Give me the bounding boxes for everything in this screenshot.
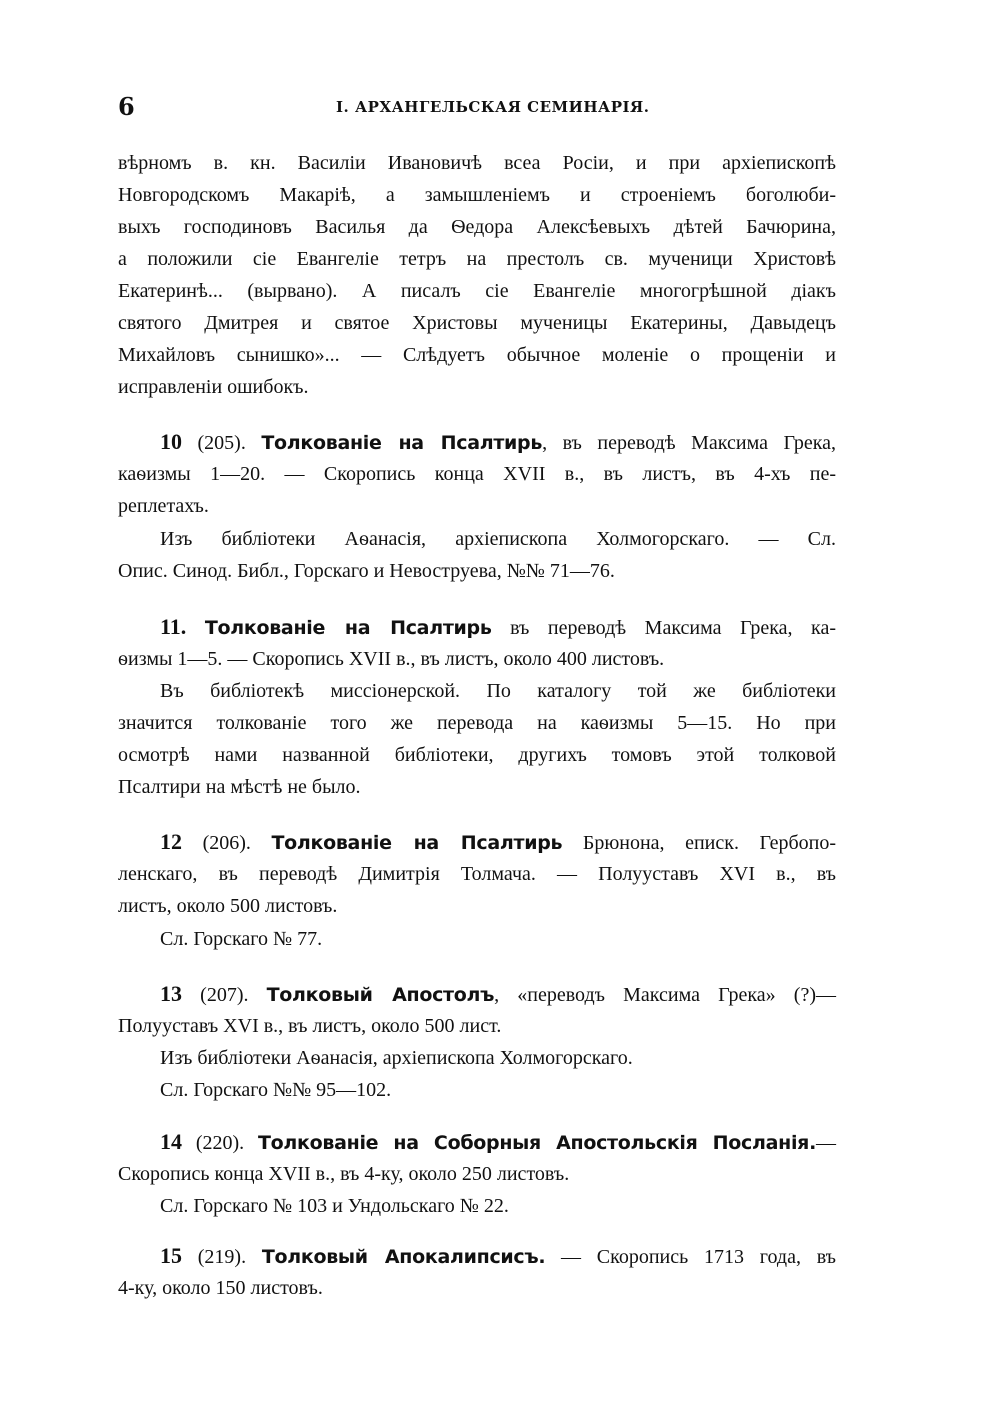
entry-13-note: Изъ библіотеки Аѳанасія, архіепископа Холмогорскаго. (160, 1047, 633, 1069)
entry-title: Толкованіе на Соборныя Апостольскія Посланія. (258, 1132, 816, 1154)
intro-line: Екатеринѣ... (вырвано). А писалъ сіе Евангеліе многогрѣшной діакъ (118, 280, 836, 302)
entry-catalog-ref: (220). (182, 1132, 259, 1154)
running-head: I. АРХАНГЕЛЬСКАЯ СЕМИНАРІЯ. (336, 98, 650, 116)
intro-line: а положили сіе Евангеліе тетръ на престолъ св. мученици Христовѣ (118, 248, 836, 270)
entry-title: Толкованіе на Псалтирь (204, 617, 492, 639)
entry-number: 14 (160, 1129, 182, 1154)
entry-number: 11. (160, 614, 187, 639)
intro-line: выхъ господиновъ Василья да Ѳедора Алексѣевыхъ дѣтей Бачюрина, (118, 216, 836, 238)
entry-12-line: листъ, около 500 листовъ. (118, 895, 338, 917)
entry-14-heading (160, 1127, 836, 1158)
entry-text: , въ переводѣ Максима Грека, (542, 432, 836, 454)
entry-catalog-ref: (205). (182, 432, 262, 454)
entry-13-line: Полууставъ XVI в., въ листъ, около 500 лист. (118, 1015, 502, 1037)
entry-13-note: Сл. Горскаго №№ 95—102. (160, 1079, 392, 1101)
entry-title: Толковый Апостолъ (266, 984, 495, 1006)
entry-11-note: осмотрѣ нами названной библіотеки, другихъ томовъ этой толковой (118, 744, 836, 766)
entry-15-heading (160, 1241, 836, 1272)
entry-text: Брюнона, еписк. Гербопо- (562, 832, 837, 854)
entry-text: въ переводѣ Максима Грека, ка- (491, 617, 836, 639)
entry-11-note: значится толкованіе того же перевода на каѳизмы 5—15. Но при (118, 712, 836, 734)
entry-number: 15 (160, 1243, 182, 1268)
entry-13-heading (160, 979, 836, 1010)
entry-10-note: Опис. Синод. Библ., Горскаго и Невоструева, №№ 71—76. (118, 560, 615, 582)
entry-title: Толковый Апокалипсисъ. (261, 1246, 546, 1268)
entry-number: 12 (160, 829, 182, 854)
entry-15-line: 4-ку, около 150 листовъ. (118, 1277, 323, 1299)
entry-12-heading (160, 827, 836, 858)
entry-text: — (816, 1132, 836, 1154)
intro-line: святого Дмитрея и святое Христовы мученицы Екатерины, Давыдецъ (118, 312, 836, 334)
entry-14-line: Скоропись конца XVII в., въ 4-ку, около 250 листовъ. (118, 1163, 570, 1185)
entry-10-heading (160, 427, 836, 458)
entry-10-line: реплетахъ. (118, 495, 209, 517)
intro-line: вѣрномъ в. кн. Василіи Ивановичѣ всеа Росіи, и при архіепископѣ (118, 152, 836, 174)
intro-line: исправленіи ошибокъ. (118, 376, 309, 398)
entry-catalog-ref: (219). (182, 1246, 262, 1268)
entry-title: Толкованіе на Псалтирь (261, 432, 543, 454)
entry-11-heading (160, 612, 836, 643)
entry-11-note: Псалтири на мѣстѣ не было. (118, 776, 361, 798)
entry-number: 10 (160, 429, 182, 454)
entry-number: 13 (160, 981, 182, 1006)
page-header (118, 92, 838, 128)
entry-catalog-ref: (206). (182, 832, 272, 854)
entry-11-note: Въ библіотекѣ миссіонерской. По каталогу той же библіотеки (160, 680, 836, 702)
entry-10-line: каѳизмы 1—20. — Скоропись конца XVII в., въ листъ, въ 4-хъ пе- (118, 463, 836, 485)
entry-text: — Скоропись 1713 года, въ (545, 1246, 836, 1268)
intro-line: Новгородскомъ Макаріѣ, а замышленіемъ и строеніемъ боголюби- (118, 184, 836, 206)
entry-14-note: Сл. Горскаго № 103 и Ундольскаго № 22. (160, 1195, 509, 1217)
entry-catalog-ref: (207). (182, 984, 267, 1006)
intro-line: Михайловъ сынишко»... — Слѣдуетъ обычное моленіе о прощеніи и (118, 344, 836, 366)
entry-text: , «переводъ Максима Грека» (?)— (494, 984, 836, 1006)
page-number: 6 (118, 92, 135, 121)
entry-title: Толкованіе на Псалтирь (271, 832, 563, 854)
entry-10-note: Изъ библіотеки Аѳанасія, архіепископа Холмогорскаго. — Сл. (160, 528, 836, 550)
entry-12-note: Сл. Горскаго № 77. (160, 928, 323, 950)
entry-11-line: ѳизмы 1—5. — Скоропись XVII в., въ листъ, около 400 листовъ. (118, 648, 665, 670)
entry-12-line: ленскаго, въ переводѣ Димитрія Толмача. — Полууставъ XVI в., въ (118, 863, 836, 885)
